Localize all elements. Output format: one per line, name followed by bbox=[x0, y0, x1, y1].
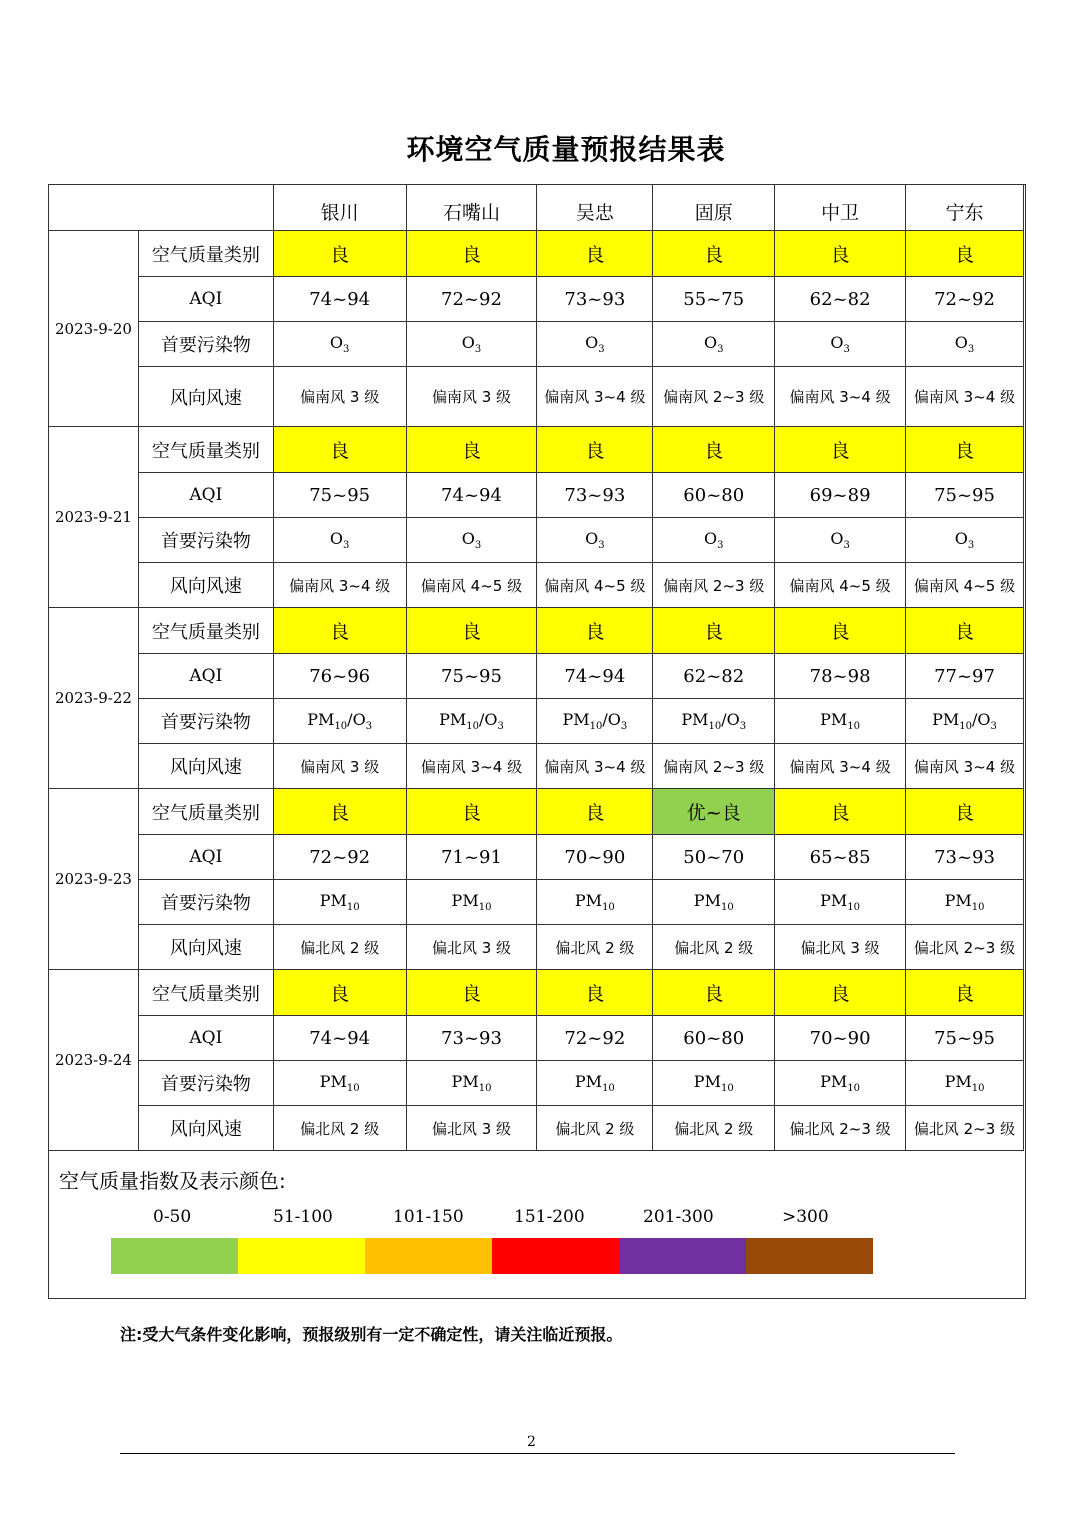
forecast-date: 2023-9-21 bbox=[49, 427, 139, 608]
category-cell: 良 bbox=[273, 970, 406, 1016]
pollutant-cell bbox=[906, 880, 1024, 925]
row-label-wind: 风向风速 bbox=[138, 744, 273, 789]
category-cell: 良 bbox=[653, 231, 775, 277]
forecast-table bbox=[48, 184, 1024, 1151]
wind-cell: 偏南风 3 级 bbox=[406, 367, 537, 427]
pollutant-cell bbox=[537, 518, 653, 563]
pollutant-name: O bbox=[954, 528, 968, 548]
pollutant-cell bbox=[273, 1061, 406, 1106]
category-cell: 良 bbox=[406, 608, 537, 654]
aqi-cell: 74~94 bbox=[406, 473, 537, 518]
row-label-pollutant: 首要污染物 bbox=[138, 518, 273, 563]
pollutant-cell bbox=[273, 518, 406, 563]
pollutant-name: O bbox=[830, 528, 844, 548]
category-cell: 良 bbox=[406, 970, 537, 1016]
wind-cell: 偏南风 3~4 级 bbox=[406, 744, 537, 789]
wind-cell: 偏南风 3~4 级 bbox=[537, 744, 653, 789]
pollutant-row bbox=[49, 322, 1024, 367]
row-label-category: 空气质量类别 bbox=[138, 231, 273, 277]
pollutant-cell bbox=[775, 880, 906, 925]
category-cell: 良 bbox=[906, 427, 1024, 473]
legend-color-swatch bbox=[746, 1238, 873, 1274]
category-row bbox=[49, 427, 1024, 473]
pollutant-subscript: 10 bbox=[478, 902, 492, 914]
aqi-cell: 78~98 bbox=[775, 654, 906, 699]
footer-divider bbox=[120, 1453, 955, 1454]
category-cell: 良 bbox=[273, 427, 406, 473]
pollutant-subscript: 10 bbox=[466, 721, 479, 733]
row-label-category: 空气质量类别 bbox=[138, 970, 273, 1016]
wind-cell: 偏南风 4~5 级 bbox=[406, 563, 537, 608]
pollutant-row bbox=[49, 518, 1024, 563]
category-cell: 良 bbox=[775, 970, 906, 1016]
row-label-wind: 风向风速 bbox=[138, 925, 273, 970]
aqi-cell: 75~95 bbox=[273, 473, 406, 518]
pollutant-cell bbox=[906, 518, 1024, 563]
pollutant-cell bbox=[273, 699, 406, 744]
wind-cell: 偏北风 3 级 bbox=[775, 925, 906, 970]
aqi-cell: 74~94 bbox=[273, 277, 406, 322]
pollutant-subscript-secondary: 3 bbox=[739, 721, 747, 733]
legend-range-label: 0-50 bbox=[153, 1207, 192, 1227]
pollutant-name: O bbox=[329, 332, 344, 352]
pollutant-subscript: 3 bbox=[717, 540, 724, 552]
pollutant-name: PM bbox=[451, 1071, 479, 1091]
pollutant-subscript: 3 bbox=[343, 540, 350, 552]
pollutant-cell bbox=[653, 880, 775, 925]
pollutant-name: O bbox=[585, 332, 599, 352]
category-cell: 良 bbox=[273, 231, 406, 277]
category-row bbox=[49, 231, 1024, 277]
aqi-cell: 75~95 bbox=[906, 1016, 1024, 1061]
pollutant-subscript-secondary: 3 bbox=[990, 721, 997, 733]
category-cell: 良 bbox=[537, 427, 653, 473]
pollutant-cell bbox=[775, 518, 906, 563]
pollutant-name-secondary: /O bbox=[602, 709, 621, 729]
pollutant-name: PM bbox=[693, 1071, 721, 1091]
page-title: 环境空气质量预报结果表 bbox=[406, 133, 726, 166]
row-label-category: 空气质量类别 bbox=[138, 427, 273, 473]
pollutant-subscript: 10 bbox=[602, 1083, 615, 1095]
legend-range-label: 201-300 bbox=[643, 1207, 714, 1227]
wind-cell: 偏北风 3 级 bbox=[406, 925, 537, 970]
wind-cell: 偏南风 3~4 级 bbox=[775, 367, 906, 427]
category-cell: 良 bbox=[906, 231, 1024, 277]
aqi-cell: 65~85 bbox=[775, 835, 906, 880]
pollutant-cell bbox=[653, 322, 775, 367]
category-cell: 良 bbox=[653, 608, 775, 654]
pollutant-name: PM bbox=[307, 709, 335, 729]
row-label-wind: 风向风速 bbox=[138, 1106, 273, 1151]
pollutant-subscript: 3 bbox=[598, 540, 605, 552]
pollutant-subscript: 10 bbox=[720, 1083, 734, 1095]
pollutant-cell bbox=[775, 322, 906, 367]
forecast-date: 2023-9-23 bbox=[49, 789, 139, 970]
aqi-cell: 75~95 bbox=[406, 654, 537, 699]
category-cell: 良 bbox=[537, 970, 653, 1016]
pollutant-name: O bbox=[954, 332, 968, 352]
pollutant-cell bbox=[906, 1061, 1024, 1106]
aqi-cell: 60~80 bbox=[653, 473, 775, 518]
pollutant-cell bbox=[537, 1061, 653, 1106]
pollutant-name: PM bbox=[451, 890, 479, 910]
wind-cell: 偏北风 2~3 级 bbox=[906, 1106, 1024, 1151]
pollutant-cell bbox=[653, 518, 775, 563]
aqi-cell: 72~92 bbox=[537, 1016, 653, 1061]
pollutant-name: PM bbox=[319, 890, 347, 910]
aqi-cell: 73~93 bbox=[537, 473, 653, 518]
city-header: 中卫 bbox=[775, 185, 906, 231]
row-label-pollutant: 首要污染物 bbox=[138, 699, 273, 744]
pollutant-subscript-secondary: 3 bbox=[497, 721, 504, 733]
forecast-table-body bbox=[49, 185, 1024, 1151]
category-cell: 良 bbox=[537, 789, 653, 835]
row-label-category: 空气质量类别 bbox=[138, 789, 273, 835]
header-corner bbox=[49, 185, 274, 231]
pollutant-name: PM bbox=[932, 709, 960, 729]
aqi-cell: 72~92 bbox=[273, 835, 406, 880]
wind-cell: 偏北风 2 级 bbox=[273, 1106, 406, 1151]
forecast-date: 2023-9-20 bbox=[49, 231, 139, 427]
wind-cell: 偏南风 3 级 bbox=[273, 367, 406, 427]
pollutant-subscript: 3 bbox=[474, 540, 482, 552]
pollutant-cell bbox=[537, 322, 653, 367]
pollutant-subscript: 10 bbox=[847, 902, 861, 914]
pollutant-name: PM bbox=[574, 890, 603, 910]
aqi-row bbox=[49, 835, 1024, 880]
pollutant-subscript: 3 bbox=[843, 540, 850, 552]
pollutant-row bbox=[49, 1061, 1024, 1106]
pollutant-cell bbox=[406, 322, 537, 367]
pollutant-cell bbox=[653, 699, 775, 744]
wind-cell: 偏北风 2~3 级 bbox=[906, 925, 1024, 970]
pollutant-subscript: 10 bbox=[478, 1083, 492, 1095]
wind-row bbox=[49, 1106, 1024, 1151]
wind-cell: 偏北风 2 级 bbox=[653, 1106, 775, 1151]
pollutant-name: PM bbox=[439, 709, 467, 729]
pollutant-cell bbox=[273, 322, 406, 367]
pollutant-subscript: 3 bbox=[967, 344, 975, 356]
pollutant-name-secondary: /O bbox=[721, 709, 740, 729]
pollutant-name: PM bbox=[944, 890, 972, 910]
row-label-aqi: AQI bbox=[138, 835, 273, 880]
wind-cell: 偏南风 4~5 级 bbox=[775, 563, 906, 608]
pollutant-subscript-secondary: 3 bbox=[365, 721, 373, 733]
pollutant-subscript: 3 bbox=[967, 540, 975, 552]
pollutant-cell bbox=[537, 699, 653, 744]
pollutant-row bbox=[49, 699, 1024, 744]
city-header: 宁东 bbox=[906, 185, 1024, 231]
wind-row bbox=[49, 367, 1024, 427]
aqi-cell: 73~93 bbox=[906, 835, 1024, 880]
pollutant-cell bbox=[406, 880, 537, 925]
pollutant-cell bbox=[906, 699, 1024, 744]
wind-cell: 偏北风 2 级 bbox=[653, 925, 775, 970]
category-cell: 良 bbox=[906, 970, 1024, 1016]
category-row bbox=[49, 970, 1024, 1016]
pollutant-subscript: 10 bbox=[346, 902, 360, 914]
pollutant-subscript: 10 bbox=[720, 902, 734, 914]
aqi-cell: 76~96 bbox=[273, 654, 406, 699]
pollutant-cell bbox=[406, 518, 537, 563]
category-cell: 良 bbox=[653, 427, 775, 473]
pollutant-subscript: 3 bbox=[843, 344, 850, 356]
city-header-row bbox=[49, 185, 1024, 231]
pollutant-subscript: 10 bbox=[334, 721, 348, 733]
wind-row bbox=[49, 744, 1024, 789]
pollutant-cell bbox=[653, 1061, 775, 1106]
forecast-table-frame bbox=[48, 184, 1026, 1299]
category-cell: 良 bbox=[406, 427, 537, 473]
pollutant-name: PM bbox=[693, 890, 721, 910]
category-cell: 良 bbox=[775, 427, 906, 473]
wind-row bbox=[49, 563, 1024, 608]
legend-color-swatch bbox=[111, 1238, 238, 1274]
pollutant-cell bbox=[775, 699, 906, 744]
wind-cell: 偏南风 3~4 级 bbox=[906, 744, 1024, 789]
aqi-row bbox=[49, 277, 1024, 322]
pollutant-subscript: 10 bbox=[847, 721, 861, 733]
category-cell: 良 bbox=[906, 608, 1024, 654]
pollutant-name: PM bbox=[681, 709, 709, 729]
pollutant-name: PM bbox=[319, 1071, 347, 1091]
legend-range-label: >300 bbox=[782, 1207, 829, 1227]
aqi-cell: 75~95 bbox=[906, 473, 1024, 518]
pollutant-row bbox=[49, 880, 1024, 925]
category-cell: 良 bbox=[406, 789, 537, 835]
category-cell: 优~良 bbox=[653, 789, 775, 835]
pollutant-name-secondary: /O bbox=[478, 709, 498, 729]
pollutant-name: PM bbox=[820, 1071, 848, 1091]
pollutant-subscript: 3 bbox=[717, 344, 724, 356]
wind-cell: 偏南风 2~3 级 bbox=[653, 367, 775, 427]
legend-color-swatch bbox=[238, 1238, 365, 1274]
wind-cell: 偏北风 2~3 级 bbox=[775, 1106, 906, 1151]
category-cell: 良 bbox=[653, 970, 775, 1016]
pollutant-subscript: 3 bbox=[343, 344, 350, 356]
aqi-cell: 69~89 bbox=[775, 473, 906, 518]
pollutant-subscript: 3 bbox=[474, 344, 482, 356]
pollutant-name: O bbox=[461, 332, 475, 352]
pollutant-name: O bbox=[704, 528, 718, 548]
legend-range-label: 151-200 bbox=[514, 1207, 585, 1227]
pollutant-subscript: 10 bbox=[959, 721, 972, 733]
forecast-note: 注:受大气条件变化影响，预报级别有一定不确定性，请关注临近预报。 bbox=[120, 1325, 623, 1344]
aqi-cell: 77~97 bbox=[906, 654, 1024, 699]
category-row bbox=[49, 789, 1024, 835]
aqi-cell: 74~94 bbox=[273, 1016, 406, 1061]
pollutant-subscript: 10 bbox=[346, 1083, 360, 1095]
wind-cell: 偏南风 2~3 级 bbox=[653, 744, 775, 789]
aqi-cell: 70~90 bbox=[775, 1016, 906, 1061]
wind-row bbox=[49, 925, 1024, 970]
pollutant-name: PM bbox=[944, 1071, 972, 1091]
wind-cell: 偏南风 3~4 级 bbox=[775, 744, 906, 789]
city-header: 吴忠 bbox=[537, 185, 653, 231]
forecast-date: 2023-9-22 bbox=[49, 608, 139, 789]
city-header: 固原 bbox=[653, 185, 775, 231]
row-label-pollutant: 首要污染物 bbox=[138, 1061, 273, 1106]
row-label-aqi: AQI bbox=[138, 1016, 273, 1061]
category-cell: 良 bbox=[273, 608, 406, 654]
forecast-date: 2023-9-24 bbox=[49, 970, 139, 1151]
city-header: 银川 bbox=[273, 185, 406, 231]
pollutant-subscript-secondary: 3 bbox=[620, 721, 628, 733]
row-label-aqi: AQI bbox=[138, 277, 273, 322]
category-cell: 良 bbox=[775, 231, 906, 277]
pollutant-cell bbox=[406, 699, 537, 744]
pollutant-name: O bbox=[704, 332, 718, 352]
pollutant-name: PM bbox=[820, 890, 848, 910]
aqi-cell: 62~82 bbox=[653, 654, 775, 699]
row-label-wind: 风向风速 bbox=[138, 367, 273, 427]
pollutant-name: O bbox=[329, 528, 344, 548]
aqi-cell: 72~92 bbox=[406, 277, 537, 322]
wind-cell: 偏北风 2 级 bbox=[537, 925, 653, 970]
pollutant-subscript: 10 bbox=[602, 902, 615, 914]
wind-cell: 偏南风 4~5 级 bbox=[906, 563, 1024, 608]
wind-cell: 偏北风 2 级 bbox=[273, 925, 406, 970]
row-label-wind: 风向风速 bbox=[138, 563, 273, 608]
legend-color-swatch bbox=[492, 1238, 619, 1274]
wind-cell: 偏南风 3 级 bbox=[273, 744, 406, 789]
category-cell: 良 bbox=[537, 231, 653, 277]
pollutant-name: O bbox=[461, 528, 475, 548]
pollutant-cell bbox=[273, 880, 406, 925]
pollutant-subscript: 10 bbox=[708, 721, 722, 733]
legend-color-swatch bbox=[365, 1238, 492, 1274]
row-label-pollutant: 首要污染物 bbox=[138, 322, 273, 367]
aqi-cell: 73~93 bbox=[406, 1016, 537, 1061]
wind-cell: 偏南风 4~5 级 bbox=[537, 563, 653, 608]
pollutant-subscript: 10 bbox=[971, 1083, 985, 1095]
legend-range-label: 101-150 bbox=[393, 1207, 464, 1227]
aqi-cell: 50~70 bbox=[653, 835, 775, 880]
legend-title: 空气质量指数及表示颜色: bbox=[59, 1169, 286, 1193]
aqi-row bbox=[49, 473, 1024, 518]
pollutant-subscript: 10 bbox=[589, 721, 603, 733]
pollutant-name: O bbox=[585, 528, 599, 548]
pollutant-name: PM bbox=[562, 709, 590, 729]
pollutant-name-secondary: /O bbox=[972, 709, 991, 729]
pollutant-name-secondary: /O bbox=[347, 709, 366, 729]
category-cell: 良 bbox=[775, 789, 906, 835]
city-header: 石嘴山 bbox=[406, 185, 537, 231]
row-label-pollutant: 首要污染物 bbox=[138, 880, 273, 925]
pollutant-name: PM bbox=[574, 1071, 603, 1091]
pollutant-name: O bbox=[830, 332, 844, 352]
category-cell: 良 bbox=[906, 789, 1024, 835]
pollutant-subscript: 3 bbox=[598, 344, 605, 356]
row-label-aqi: AQI bbox=[138, 654, 273, 699]
row-label-aqi: AQI bbox=[138, 473, 273, 518]
aqi-row bbox=[49, 654, 1024, 699]
legend-color-swatch bbox=[619, 1238, 746, 1274]
pollutant-name: PM bbox=[820, 709, 848, 729]
aqi-row bbox=[49, 1016, 1024, 1061]
wind-cell: 偏南风 3~4 级 bbox=[906, 367, 1024, 427]
pollutant-subscript: 10 bbox=[847, 1083, 861, 1095]
category-cell: 良 bbox=[775, 608, 906, 654]
category-cell: 良 bbox=[273, 789, 406, 835]
aqi-cell: 70~90 bbox=[537, 835, 653, 880]
pollutant-cell bbox=[406, 1061, 537, 1106]
aqi-cell: 55~75 bbox=[653, 277, 775, 322]
category-cell: 良 bbox=[537, 608, 653, 654]
row-label-category: 空气质量类别 bbox=[138, 608, 273, 654]
pollutant-cell bbox=[775, 1061, 906, 1106]
pollutant-cell bbox=[537, 880, 653, 925]
pollutant-cell bbox=[906, 322, 1024, 367]
wind-cell: 偏北风 3 级 bbox=[406, 1106, 537, 1151]
aqi-cell: 71~91 bbox=[406, 835, 537, 880]
category-cell: 良 bbox=[406, 231, 537, 277]
wind-cell: 偏南风 3~4 级 bbox=[537, 367, 653, 427]
wind-cell: 偏南风 3~4 级 bbox=[273, 563, 406, 608]
aqi-cell: 62~82 bbox=[775, 277, 906, 322]
aqi-cell: 73~93 bbox=[537, 277, 653, 322]
aqi-cell: 72~92 bbox=[906, 277, 1024, 322]
pollutant-subscript: 10 bbox=[971, 902, 985, 914]
page-number: 2 bbox=[527, 1434, 536, 1450]
legend-range-label: 51-100 bbox=[273, 1207, 333, 1227]
aqi-cell: 74~94 bbox=[537, 654, 653, 699]
aqi-cell: 60~80 bbox=[653, 1016, 775, 1061]
wind-cell: 偏南风 2~3 级 bbox=[653, 563, 775, 608]
wind-cell: 偏北风 2 级 bbox=[537, 1106, 653, 1151]
category-row bbox=[49, 608, 1024, 654]
